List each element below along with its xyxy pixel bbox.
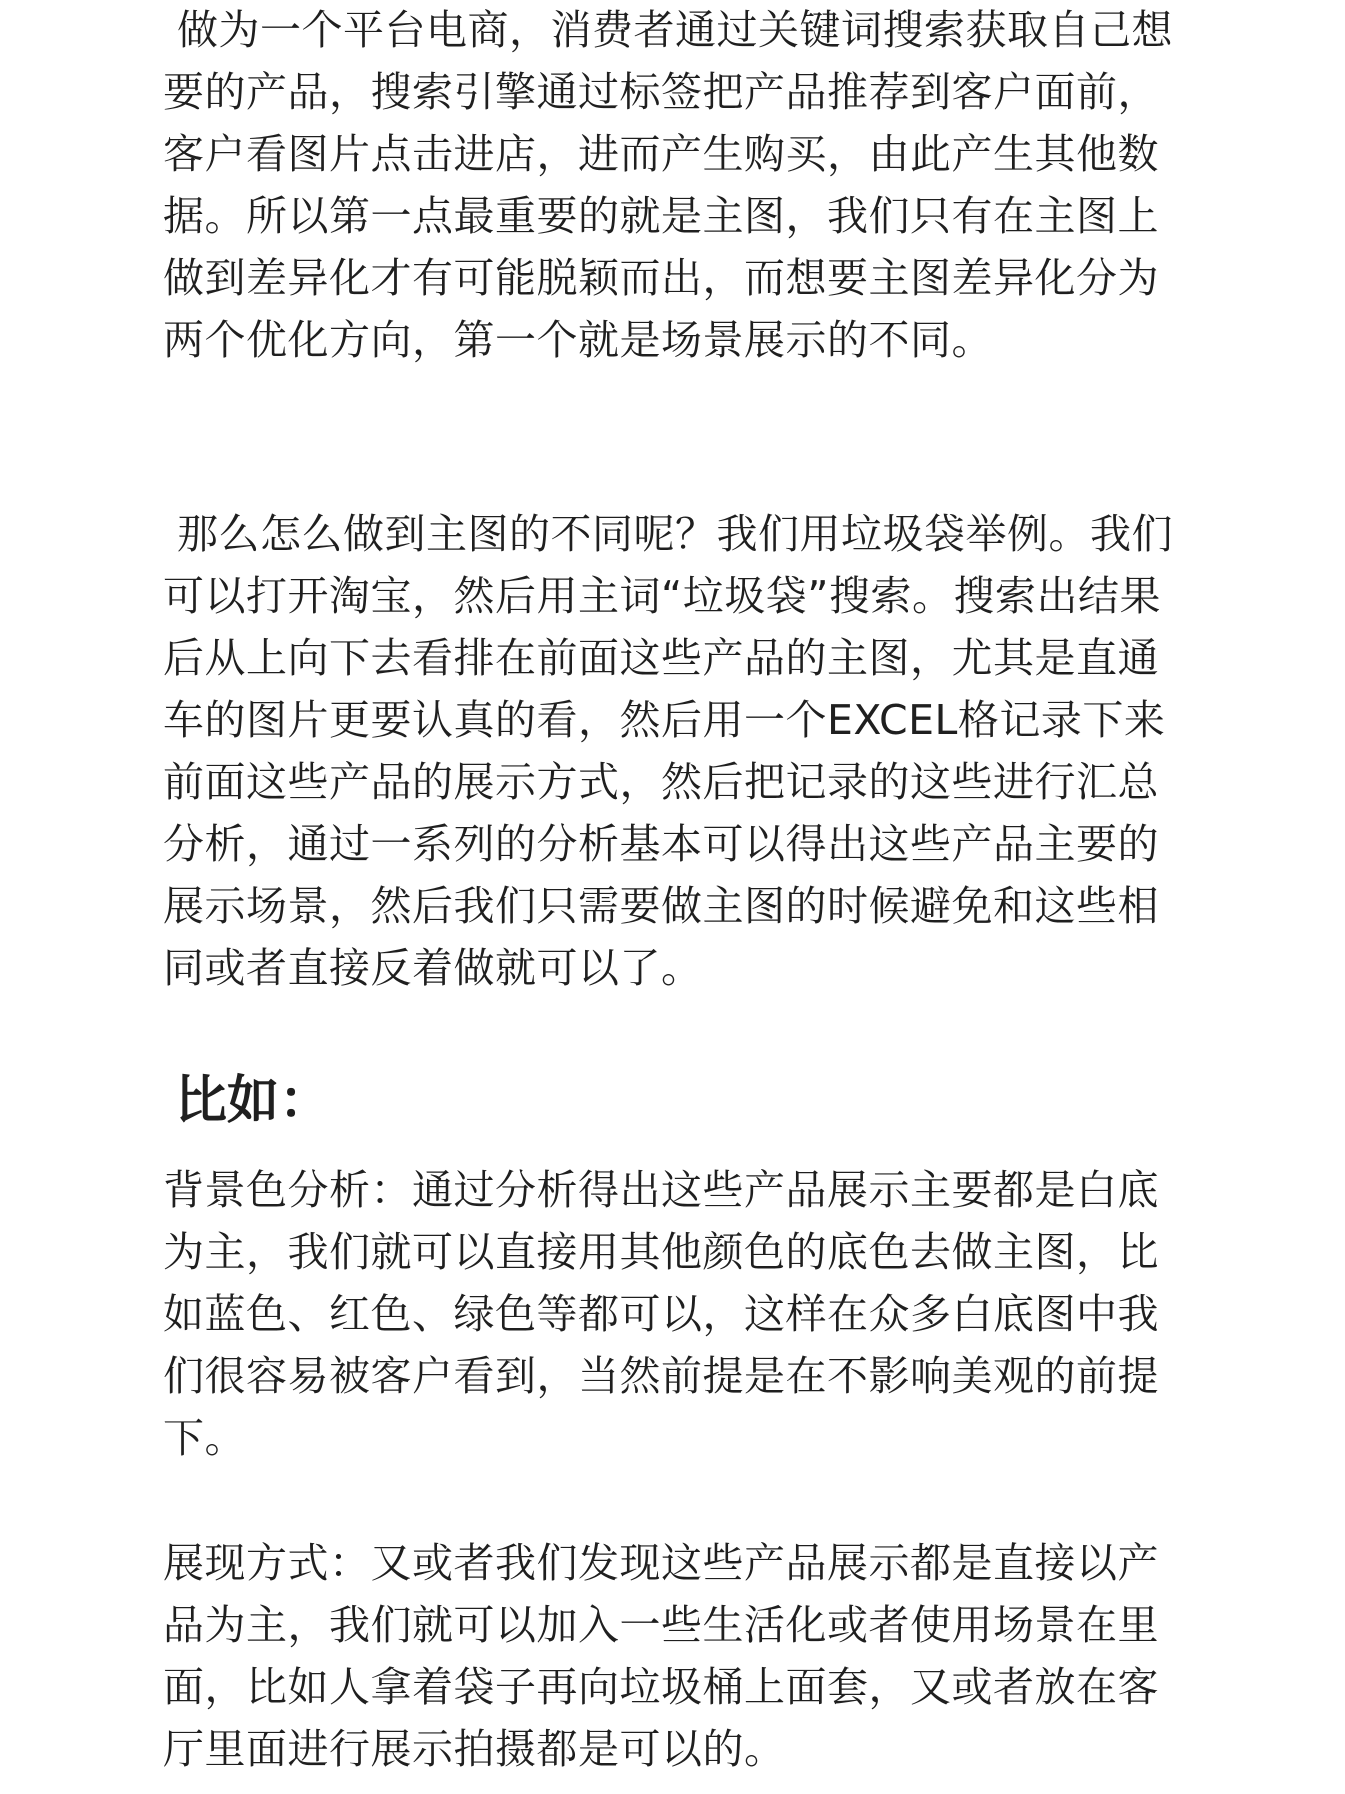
- paragraph-background-color: 背景色分析：通过分析得出这些产品展示主要都是白底为主，我们就可以直接用其他颜色的底色去做主图，比如蓝色、红色、绿色等都可以，这样在众多白底图中我们很容易被客户看到，当然前提是在不影响美观的前提下。: [163, 1166, 1159, 1462]
- paragraph-display-method: 展现方式：又或者我们发现这些产品展示都是直接以产品为主，我们就可以加入一些生活化或者使用场景在里面，比如人拿着袋子再向垃圾桶上面套，又或者放在客厅里面进行展示拍摄都是可以的。: [163, 1539, 1159, 1773]
- paragraph-how-to: 那么怎么做到主图的不同呢？我们用垃圾袋举例。我们可以打开淘宝，然后用主词“垃圾袋”搜索。搜索出结果后从上向下去看排在前面这些产品的主图，尤其是直通车的图片更要认真的看，然后用一个EXCEL格记录下来前面这些产品的展示方式，然后把记录的这些进行汇总分析，通过一系列的分析基本可以得出这些产品主要的展示场景，然后我们只需要做主图的时候避免和这些相同或者直接反着做就可以了。: [163, 510, 1173, 992]
- paragraph-intro: 做为一个平台电商，消费者通过关键词搜索获取自己想要的产品，搜索引擎通过标签把产品推荐到客户面前，客户看图片点击进店，进而产生购买，由此产生其他数据。所以第一点最重要的就是主图，我们只有在主图上做到差异化才有可能脱颖而出，而想要主图差异化分为两个优化方向，第一个就是场景展示的不同。: [163, 6, 1173, 364]
- section-heading: 比如：: [175, 1071, 332, 1131]
